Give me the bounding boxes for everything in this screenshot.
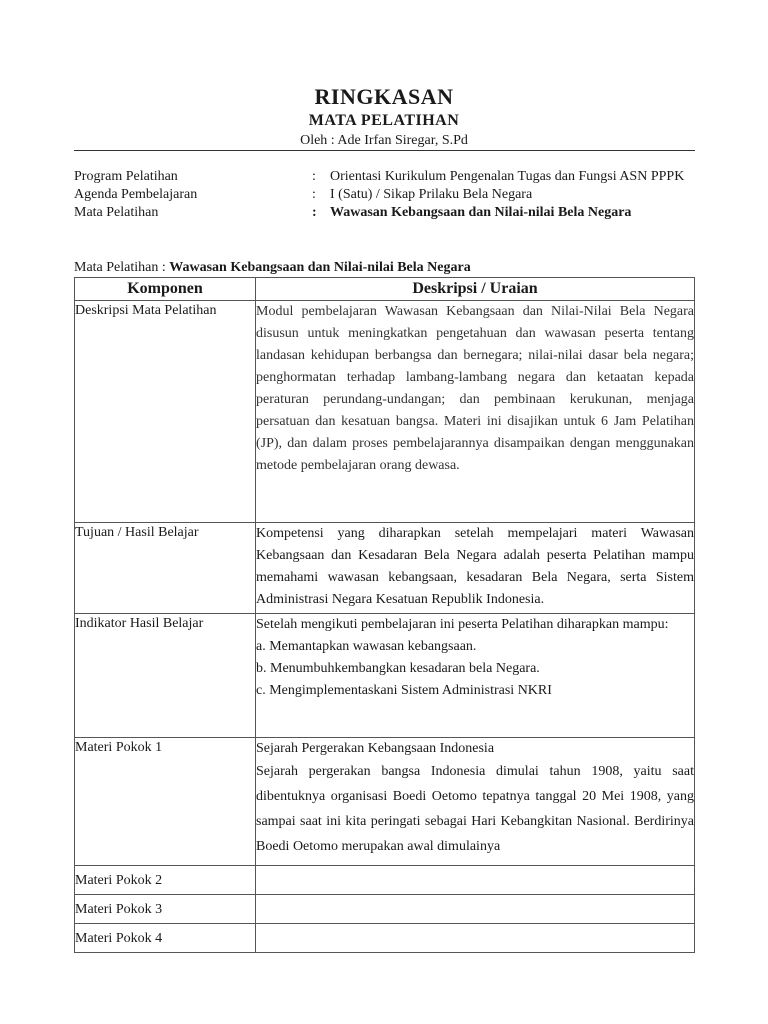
description-text: Sejarah pergerakan bangsa Indonesia dimulai tahun 1908, yaitu saat dibentuknya organisasi Boedi Oetomo tepatnya tanggal 20 Mei 1908, yang sampai saat ini kita peringati sebagai Hari Kebangkitan Nasional. Berdirinya Boedi Oetomo merupakan awal dimulainya [256, 764, 694, 854]
row-description [256, 301, 695, 523]
meta-row-course [74, 204, 695, 222]
row-description [256, 738, 695, 866]
meta-colon: : [312, 205, 317, 220]
row-label: Materi Pokok 2 [75, 866, 256, 895]
table-row [75, 523, 695, 614]
header-deskripsi: Deskripsi / Uraian [256, 278, 695, 301]
row-description [256, 523, 695, 614]
meta-colon: : [312, 187, 316, 202]
row-label: Tujuan / Hasil Belajar [75, 523, 256, 614]
row-description [256, 866, 695, 895]
author-line: Oleh : Ade Irfan Siregar, S.Pd [300, 133, 468, 148]
summary-table [74, 277, 695, 953]
description-text: Modul pembelajaran Wawasan Kebangsaan dan Nilai-Nilai Bela Negara disusun untuk meningkatkan pengetahuan dan wawasan peserta tentang landasan kehidupan berbangsa dan bernegara; nilai-nilai dasar bela negara; penghormatan terhadap lambang-lambang negara dan ketaatan kepada peraturan perundang-undangan; dan pembinaan kerukunan, menjaga persatuan dan kesatuan bangsa. Materi ini disajikan untuk 6 Jam Pelatihan (JP), dan dalam proses pembelajarannya disampaikan dengan menggunakan metode pembelajaran orang dewasa. [256, 304, 694, 473]
table-header-row [75, 278, 695, 301]
meta-value: Orientasi Kurikulum Pengenalan Tugas dan Fungsi ASN PPPK [330, 169, 685, 184]
material-heading: Sejarah Pergerakan Kebangsaan Indonesia [256, 741, 495, 756]
row-label: Indikator Hasil Belajar [75, 614, 256, 738]
meta-label: Mata Pelatihan [74, 205, 159, 220]
indicator-item: a. Memantapkan wawasan kebangsaan. [256, 639, 477, 654]
table-row [75, 301, 695, 523]
table-row [75, 866, 695, 895]
meta-value: I (Satu) / Sikap Prilaku Bela Negara [330, 187, 533, 202]
document-title: RINGKASAN [314, 84, 454, 109]
indicator-item: c. Mengimplementaskani Sistem Administrasi NKRI [256, 683, 552, 698]
table-caption-prefix: Mata Pelatihan : [74, 260, 170, 275]
meta-label: Agenda Pembelajaran [74, 187, 198, 202]
row-label: Deskripsi Mata Pelatihan [75, 301, 256, 523]
table-row [75, 614, 695, 738]
indicator-intro: Setelah mengikuti pembelajaran ini peserta Pelatihan diharapkan mampu: [256, 617, 669, 632]
row-label: Materi Pokok 3 [75, 895, 256, 924]
table-row [75, 924, 695, 953]
table-caption [74, 259, 471, 277]
header-komponen: Komponen [75, 278, 256, 301]
row-label: Materi Pokok 4 [75, 924, 256, 953]
meta-value: Wawasan Kebangsaan dan Nilai-nilai Bela Negara [330, 205, 632, 220]
row-description [256, 895, 695, 924]
table-caption-value: Wawasan Kebangsaan dan Nilai-nilai Bela Negara [169, 260, 471, 275]
meta-row-program [74, 168, 695, 186]
meta-row-agenda [74, 186, 695, 204]
course-meta [74, 168, 695, 222]
row-description [256, 614, 695, 738]
indicator-item: b. Menumbuhkembangkan kesadaran bela Negara. [256, 661, 540, 676]
table-row [75, 895, 695, 924]
document-subtitle: MATA PELATIHAN [308, 112, 460, 129]
table-row [75, 738, 695, 866]
header-divider [74, 150, 695, 151]
description-text: Kompetensi yang diharapkan setelah mempelajari materi Wawasan Kebangsaan dan Kesadaran Bela Negara adalah peserta Pelatihan mampu memahami wawasan kebangsaan, kesadaran Bela Negara, serta Sistem Administrasi Negara Kesatuan Republik Indonesia. [256, 526, 694, 607]
row-label: Materi Pokok 1 [75, 738, 256, 866]
meta-colon: : [312, 169, 316, 184]
row-description [256, 924, 695, 953]
meta-label: Program Pelatihan [74, 169, 178, 184]
